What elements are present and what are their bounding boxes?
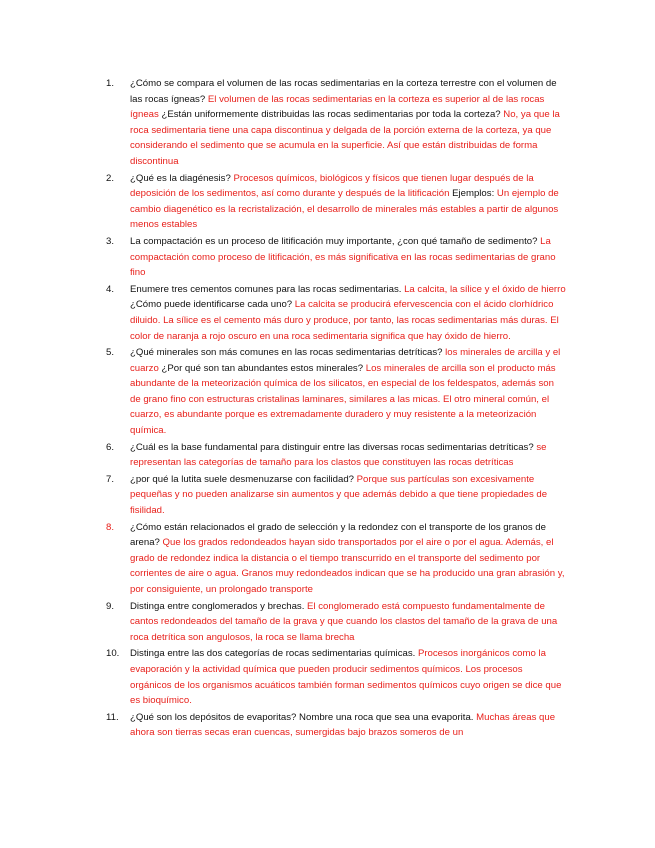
item-number: 4. (106, 283, 115, 295)
question-item-4 (106, 282, 566, 344)
question-text: ¿Están uniformemente distribuidas las rocas sedimentarias por toda la corteza? (161, 109, 504, 121)
question-text: ¿Cómo puede identificarse cada uno? (130, 299, 295, 311)
answer-text: se representan las categorías de tamaño para los clastos que constituyen las rocas detríticas (130, 441, 547, 469)
question-item-11 (106, 710, 566, 741)
answer-text: La calcita, la sílice y el óxido de hierro (404, 283, 566, 295)
answer-text: Que los grados redondeados hayan sido transportados por el aire o por el agua. Además, el grado de redondez indica la distancia o el tiempo transcurrido en el transporte del sedimento por corrientes de aire o agua. Granos muy redondeados indican que se ha producido una gran abrasión y, por consiguiente, un prolongado transporte (130, 537, 565, 595)
answer-text: Porque sus partículas son excesivamente pequeñas y no pueden analizarse sin aumentos y que además debido a que tiene propiedades de fisilidad. (130, 473, 548, 517)
question-item-6 (106, 440, 566, 471)
question-text: ¿Por qué son tan abundantes estos minerales? (161, 362, 366, 374)
question-list (106, 76, 566, 741)
item-number: 11. (106, 711, 119, 723)
answer-text: Procesos inorgánicos como la evaporación y la actividad química que pueden producir sedimentos químicos. Los procesos orgánicos de los organismos acuáticos también forman sedimentos químicos cuyo origen se dice que es bioquímico. (130, 648, 562, 707)
answer-text: los minerales de arcilla y el cuarzo (130, 347, 561, 374)
item-number: 2. (106, 172, 115, 184)
item-number: 10. (106, 648, 120, 660)
question-text: ¿Qué es la diagénesis? (130, 172, 234, 184)
question-item-5 (106, 345, 566, 439)
question-text: ¿Cómo están relacionados el grado de selección y la redondez con el transporte de los granos de arena? (130, 521, 546, 549)
question-text: Distinga entre conglomerados y brechas. (130, 600, 308, 612)
item-number: 5. (106, 347, 115, 359)
answer-text: El volumen de las rocas sedimentarias en la corteza es superior al de las rocas ígneas (130, 93, 545, 121)
answer-text: La calcita se producirá efervescencia con el ácido clorhídrico diluido. La sílice es el cemento más duro y produce, por tanto, las rocas sedimentarias más duras. El color de naranja a rojo oscuro en una roca sedimentaria significa que hay óxido de hierro. (130, 299, 559, 342)
question-text: ¿Cómo se compara el volumen de las rocas sedimentarias en la corteza terrestre con el volumen de las rocas ígneas? (130, 78, 557, 105)
question-text: Enumere tres cementos comunes para las rocas sedimentarias. (130, 283, 405, 295)
answer-text: El conglomerado está compuesto fundamentalmente de cantos redondeados del tamaño de la grava y que cuando los clastos del tamaño de la grava de una roca detrítica son angulosos, la roca se llama brecha (130, 600, 558, 643)
question-item-10 (106, 646, 566, 708)
answer-text: Procesos químicos, biológicos y físicos que tienen lugar después de la deposición de los sedimentos, así como durante y después de la litificación (130, 172, 534, 200)
answer-text: Los minerales de arcilla son el producto más abundante de la meteorización química de los silicatos, en especial de los feldespatos, además son de grano fino con estructuras cristalinas laminares, similares a las micas. El otro mineral común, el cuarzo, es abundante porque es extremadamente duradero y muy resistente a la meteorización química. (130, 362, 556, 437)
question-item-9 (106, 599, 566, 646)
question-text: Ejemplos: (452, 188, 497, 200)
answer-text: No, ya que la roca sedimentaria tiene una capa discontinua y delgada de la porción externa de la corteza, ya que considerando el sedimento que se acumula en la superficie. Así que están distribuidas de forma discontinua (130, 109, 560, 167)
question-text: ¿por qué la lutita suele desmenuzarse con facilidad? (130, 473, 357, 485)
question-text: ¿Qué minerales son más comunes en las rocas sedimentarias detríticas? (130, 347, 446, 359)
item-number: 8. (106, 521, 115, 533)
item-number: 6. (106, 441, 115, 453)
question-text: La compactación es un proceso de litificación muy importante, ¿con qué tamaño de sedimento? (130, 235, 541, 247)
question-item-1 (106, 76, 566, 170)
question-item-3 (106, 234, 566, 281)
question-text: Distinga entre las dos categorías de rocas sedimentarias químicas. (130, 648, 418, 660)
question-item-8 (106, 520, 566, 598)
answer-text: Muchas áreas que ahora son tierras secas eran cuencas, sumergidas bajo brazos someros de un (130, 711, 556, 739)
item-number: 1. (106, 78, 115, 89)
answer-text: Un ejemplo de cambio diagenético es la recristalización, el desarrollo de minerales más estables a partir de algunos menos estables (130, 188, 559, 231)
item-number: 9. (106, 600, 115, 612)
question-text: ¿Cuál es la base fundamental para distinguir entre las diversas rocas sedimentarias detríticas? (130, 441, 537, 453)
question-item-2 (106, 171, 566, 233)
question-text: ¿Qué son los depósitos de evaporitas? Nombre una roca que sea una evaporita. (130, 711, 477, 723)
question-item-7 (106, 472, 566, 519)
item-number: 7. (106, 473, 115, 485)
item-number: 3. (106, 235, 115, 247)
answer-text: La compactación como proceso de litificación, es más significativa en las rocas sedimentarias de grano fino (130, 235, 556, 279)
